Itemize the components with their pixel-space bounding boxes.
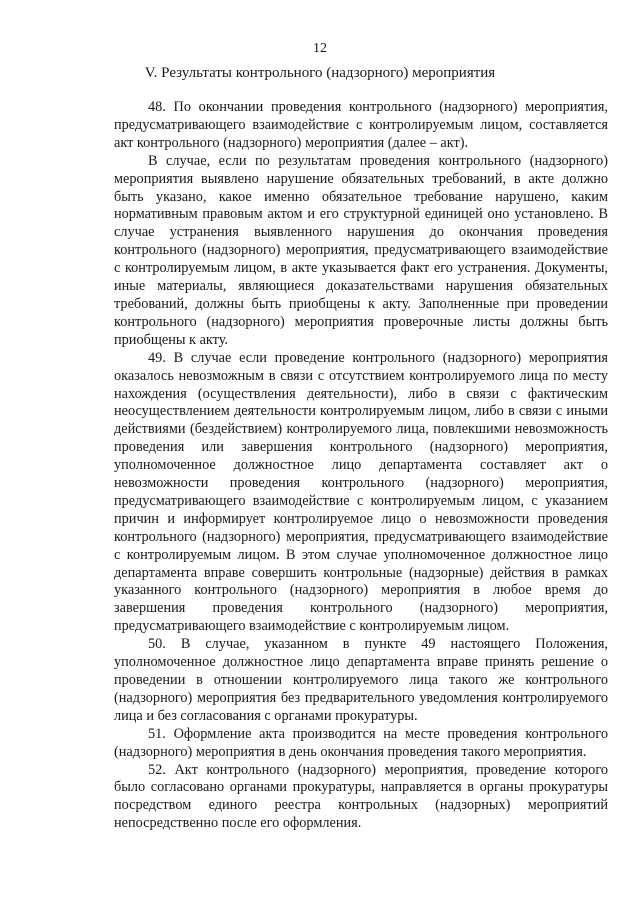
paragraph-48-continuation: В случае, если по результатам проведения контрольного (надзорного) мероприятия выявлено нарушение обязательных требований, в акте должно быть указано, какое именно обязательное требование нарушено, каким нормативным правовым актом и его структурной единицей оно установлено. В случае устранения выявленного нарушения до окончания проведения контрольного (надзорного) мероприятия, предусматривающего взаимодействие с контролируемым лицом, в акте указывается факт его устранения. Документы, иные материалы, являющиеся доказательствами нарушения обязательных требований, должны быть приобщены к акту. Заполненные при проведении контрольного (надзорного) мероприятия проверочные листы должны быть приобщены к акту. <box>114 152 608 348</box>
section-heading: V. Результаты контрольного (надзорного) мероприятия <box>144 65 496 81</box>
paragraph-50: 50. В случае, указанном в пункте 49 настоящего Положения, уполномоченное должностное лицо департамента вправе принять решение о проведении в отношении контролируемого лица такого же контрольного (надзорного) мероприятия без предварительного уведомления контролируемого лица и без согласования с органами прокуратуры. <box>114 636 608 724</box>
paragraph-48: 48. По окончании проведения контрольного (надзорного) мероприятия, предусматривающего взаимодействие с контролируемым лицом, составляется акт контрольного (надзорного) мероприятия (далее – акт). <box>114 99 608 151</box>
page-number: 12 <box>313 41 327 56</box>
paragraph-51: 51. Оформление акта производится на месте проведения контрольного (надзорного) мероприятия в день окончания проведения такого мероприятия. <box>114 725 608 760</box>
paragraph-49: 49. В случае если проведение контрольного (надзорного) мероприятия оказалось невозможным в связи с отсутствием контролируемого лица по месту нахождения (осуществления деятельности), либо в связи с фактическим неосуществлением деятельности контролируемым лицом, либо в связи с иными действиями (бездействием) контролируемого лица, повлекшими невозможность проведения или завершения контрольного (надзорного) мероприятия, уполномоченное должностное лицо департамента составляет акт о невозможности проведения контрольного (надзорного) мероприятия, предусматривающего взаимодействие с контролируемым лицом, с указанием причин и информирует контролируемое лицо о невозможности проведения контрольного (надзорного) мероприятия, предусматривающего взаимодействие с контролируемым лицом. В этом случае уполномоченное должностное лицо департамента вправе совершить контрольные (надзорные) действия в рамках указанного контрольного (надзорного) мероприятия в любое время до завершения проведения контрольного (надзорного) мероприятия, предусматривающего взаимодействие с контролируемым лицом. <box>114 349 608 635</box>
paragraph-52: 52. Акт контрольного (надзорного) мероприятия, проведение которого было согласовано органами прокуратуры, направляется в органы прокуратуры посредством единого реестра контрольных (надзорных) мероприятий непосредственно после его оформления. <box>114 761 608 832</box>
document-body <box>114 99 608 833</box>
